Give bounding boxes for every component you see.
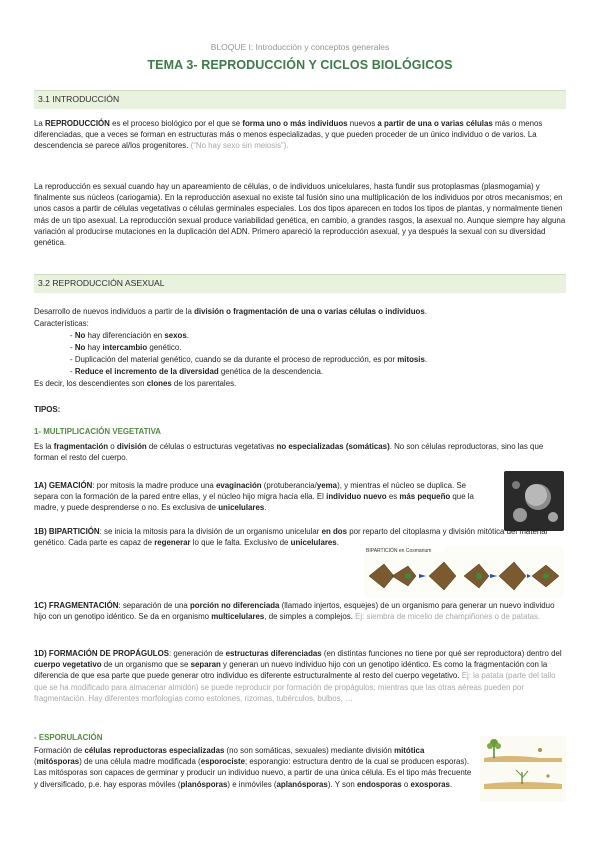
bold-text: fragmentación	[53, 442, 109, 451]
text-run: Es decir, los descendientes son	[34, 379, 147, 388]
text-run: ; esporangio: estructura dentro de la cual se producen esporas). Las mitósporas son capaces de germinar y producir un individuo nuevo, a partir de una única célula. Es el tipo más frecuente y diversificado, p.e. hay esporas móviles (	[34, 757, 472, 789]
bold-text: multicelulares	[211, 612, 265, 622]
bold-text: No	[74, 331, 86, 340]
section-title: 3.1 INTRODUCCIÓN	[38, 94, 120, 104]
text-run: La	[34, 119, 45, 128]
section-title: 3.2 REPRODUCCIÓN ASEXUAL	[38, 278, 165, 288]
text-run: lo que le falta. Exclusivo de	[190, 538, 291, 548]
bold-text: mitosis	[397, 355, 425, 364]
text-run: .	[186, 331, 189, 340]
text-run: (protuberancia/	[261, 481, 317, 490]
bold-text: sexos	[164, 331, 187, 340]
text-run: genético.	[147, 343, 182, 352]
example-text: Ej: la patata (parte del tallo que se ha modificado para almacenar almidón) se puede reproducir por formación de propágulos; mientras que las otras aéreas pueden por fragmentación. Hay diferentes morfologías como estolones, rizomas, tubérculos, bulbos, …	[34, 671, 556, 703]
characteristic-item	[34, 366, 600, 377]
vegetative-text	[34, 441, 566, 463]
sporulation-heading: - ESPORULACIÓN	[34, 733, 103, 742]
text-run: : se inicia la mitosis para la división de un organismo unicelular	[99, 527, 322, 536]
block-subtitle: BLOQUE I: Introducción y conceptos generales	[210, 42, 390, 52]
bold-text: más pequeño	[399, 492, 451, 502]
plant-sporulation-illustration	[480, 736, 566, 802]
text-run: hay diferenciación en	[85, 331, 165, 340]
text-run: de células o estructuras vegetativas	[146, 442, 277, 451]
text-run: es el proceso biológico por el que se	[109, 119, 243, 128]
characteristics-label: Características:	[34, 319, 89, 328]
sporulation-paragraph	[34, 745, 474, 790]
page-title: TEMA 3- REPRODUCCIÓN Y CICLOS BIOLÓGICOS	[147, 58, 453, 72]
bold-text: en dos	[321, 527, 347, 536]
bold-text: planósporas	[180, 779, 228, 789]
bold-text: 1A) GEMACIÓN	[34, 481, 93, 490]
text-run: (no son somáticas, sexuales) mediante división	[224, 746, 395, 755]
example-text: Ej: siembra de micelio de champiñones o de patatas.	[355, 612, 541, 622]
cosmarium-division-illustration	[364, 546, 564, 598]
bold-text: 1D) FORMACIÓN DE PROPÁGULOS	[34, 649, 170, 658]
text-run: ) de una célula madre modificada (	[79, 757, 201, 767]
text-run: más o menos diferenciadas, que a veces se forman en estructuras más o menos especializadas, y que pueden proceder de un único individuo o de varios. La descendencia se parece al/los progenitores.	[34, 119, 543, 151]
asexual-intro	[34, 306, 566, 317]
bold-text: exosporas	[410, 779, 450, 789]
text-run: que la madre, y puede desprenderse o no. Es exclusiva de	[34, 492, 474, 513]
bold-text: separan	[190, 660, 221, 670]
vegetative-heading: 1- MULTIPLICACIÓN VEGETATIVA	[34, 427, 161, 436]
text-run: . No son células reproductoras, sino las que forman el resto del cuerpo.	[34, 442, 544, 463]
text-run: es	[386, 492, 400, 502]
diagram-caption: BIPARTICIÓN en Cosmarium	[366, 548, 432, 554]
section-header-asexual	[34, 274, 566, 293]
bold-text: 1C) FRAGMENTACIÓN	[34, 601, 119, 610]
bold-text: cuerpo vegetativo	[34, 660, 102, 670]
bold-text: porción no diferenciada	[189, 601, 280, 610]
text-run: y generan un nuevo individuo hijo con un genotipo idéntico. Es como la fragmentación con la diferencia de que esa parte que puede generar otro individuo es diferente estructuralmente al resto del cuerpo vegetativo.	[34, 660, 548, 681]
bold-text: estructuras diferenciadas	[225, 649, 322, 658]
text-run: hay	[85, 343, 103, 352]
example-text: (“No hay sexo sin meiosis”).	[190, 141, 289, 151]
bold-text: regenerar	[154, 538, 191, 548]
text-run: (	[34, 757, 37, 767]
text-run: ) e inmóviles (	[227, 779, 277, 789]
bold-text: esporociste	[200, 757, 245, 767]
text-run: por reparto del citoplasma y división mitótica del material genético. Cada parte es capaz de	[34, 527, 548, 548]
bold-text: a partir de una o varias células	[377, 119, 493, 128]
text-run: Desarrollo de nuevos individuos a partir de la	[34, 307, 195, 316]
text-run: genética de la descendencia.	[218, 367, 324, 376]
text-run: (en distintas funciones no tiene por qué ser reproductora) dentro del	[321, 649, 562, 658]
bold-text: unicelulares	[290, 538, 337, 548]
text-run: : generación de	[169, 649, 226, 658]
text-run: .	[449, 779, 453, 789]
text-run: : separación de una	[118, 601, 190, 610]
propagulos-paragraph	[34, 648, 566, 704]
bold-text: mitótica	[394, 746, 425, 755]
bold-text: Reduce el incremento de la diversidad	[74, 367, 219, 376]
bold-text: forma uno o más individuos	[242, 119, 348, 128]
bold-text: intercambio	[102, 343, 148, 352]
bold-text: 1B) BIPARTICIÓN	[34, 527, 100, 536]
text-run: Es la	[34, 442, 54, 451]
sporulation-diagram	[480, 736, 566, 802]
bold-text: REPRODUCCIÓN	[44, 119, 110, 128]
types-heading: TIPOS:	[34, 405, 61, 414]
bold-text: división	[116, 442, 147, 451]
bold-text: células reproductoras especializadas	[84, 746, 225, 755]
text-run: o	[401, 779, 411, 789]
bold-text: yema	[316, 481, 338, 490]
text-run: .	[424, 307, 427, 316]
bold-text: endosporas	[356, 779, 402, 789]
text-run: , de simples a complejos.	[264, 612, 356, 622]
bold-text: evaginación	[216, 481, 262, 490]
text-run: -	[70, 331, 75, 340]
gemacion-paragraph	[34, 480, 490, 514]
yeast-budding-image	[504, 471, 564, 531]
text-run: (llamado injertos, esquejes) de un organismo para generar un nuevo individuo hijo con un genotipo idéntico. Se da en organismo	[34, 601, 555, 622]
bold-text: aplanósporas	[276, 779, 328, 789]
bold-text: No	[74, 343, 86, 352]
text-run: : por mitosis la madre produce una	[92, 481, 216, 490]
text-run: de los parentales.	[171, 379, 237, 388]
bold-text: división o fragmentación de una o varias células o individuos	[194, 307, 425, 316]
characteristic-item	[34, 342, 600, 353]
text-run: .	[424, 355, 428, 364]
text-run: o	[108, 442, 117, 451]
clones-sentence	[34, 378, 566, 389]
intro-paragraph-1	[34, 118, 566, 152]
yeast-cells-micrograph	[504, 471, 564, 531]
text-run: de un organismo que se	[101, 660, 191, 670]
text-run: nuevos	[347, 119, 378, 128]
bold-text: mitósporas	[36, 757, 80, 767]
text-run: .	[336, 538, 339, 548]
fragmentacion-paragraph	[34, 600, 566, 622]
text-run: ). Y son	[327, 779, 357, 789]
characteristic-item	[34, 354, 600, 365]
text-run: -	[70, 367, 75, 376]
section-header-intro	[34, 90, 566, 109]
characteristic-item	[34, 330, 600, 341]
biparticion-diagram	[364, 546, 564, 598]
bold-text: unicelulares	[218, 503, 265, 513]
bold-text: individuo nuevo	[326, 492, 387, 502]
bold-text: clones	[146, 379, 172, 388]
bold-text: no especializadas (somáticas)	[276, 442, 390, 451]
text-run: .	[264, 503, 267, 513]
intro-paragraph-2: La reproducción es sexual cuando hay un apareamiento de células, o de individuos unicelulares, hasta fundir sus protoplasmas (plasmogamia) y finalmente sus núcleos (cariogamia). En la reproducción asexual no existe tal fusión sino una multiplicación de los individuos por otros mecanismos; en unos casos a partir de células vegetativas o células germinales especiales. Los dos tipos aparecen en todos los tipos de plantas, y normalmente tienen más de un tipo asexual. La reproducción sexual produce variabilidad genética, en cambio, a grandes rasgos, la asexual no. Aunque siempre hay alguna variación al producirse mutaciones en la duplicación del ADN. Primero apareció la reproducción asexual, y ya después la sexual con su diversidad genética.	[34, 182, 566, 248]
text-run: Formación de	[34, 746, 85, 755]
text-run: ), y mientras el núcleo se duplica. Se separa con la formación de la pared entre ellas, y el núcleo hijo migra hacia ella. El	[34, 481, 467, 502]
text-run: -	[70, 343, 75, 352]
text-run: - Duplicación del material genético, cuando se da durante el proceso de reproducción, es por	[70, 355, 398, 364]
